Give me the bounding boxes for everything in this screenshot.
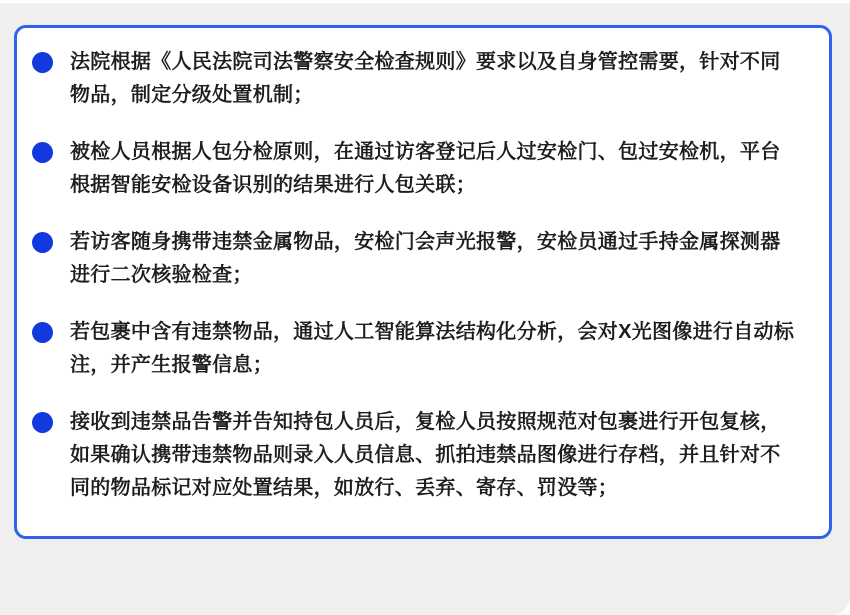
bullet-icon — [32, 52, 53, 73]
bullet-icon — [32, 232, 53, 253]
list-item-text: 法院根据《人民法院司法警察安全检查规则》要求以及自身管控需要，针对不同物品，制定分级处置机制； — [70, 51, 781, 106]
list-item-text: 若访客随身携带违禁金属物品，安检门会声光报警，安检员通过手持金属探测器进行二次核验检查； — [70, 231, 781, 286]
list-item — [32, 226, 799, 292]
list-item — [32, 316, 799, 382]
list-item-text: 被检人员根据人包分检原则，在通过访客登记后人过安检门、包过安检机，平台根据智能安检设备识别的结果进行人包关联； — [70, 141, 781, 196]
bullet-icon — [32, 142, 53, 163]
bullet-list — [32, 46, 799, 505]
list-item-text: 接收到违禁品告警并告知持包人员后，复检人员按照规范对包裹进行开包复核，如果确认携带违禁物品则录入人员信息、抓拍违禁品图像进行存档，并且针对不同的物品标记对应处置结果，如放行、丢弃、寄存、罚没等； — [70, 411, 781, 499]
list-item — [32, 406, 799, 505]
list-item-text: 若包裹中含有违禁物品，通过人工智能算法结构化分析，会对X光图像进行自动标注，并产生报警信息； — [70, 321, 795, 376]
list-item — [32, 46, 799, 112]
info-card — [14, 25, 832, 539]
bullet-icon — [32, 412, 53, 433]
list-item — [32, 136, 799, 202]
bullet-icon — [32, 322, 53, 343]
